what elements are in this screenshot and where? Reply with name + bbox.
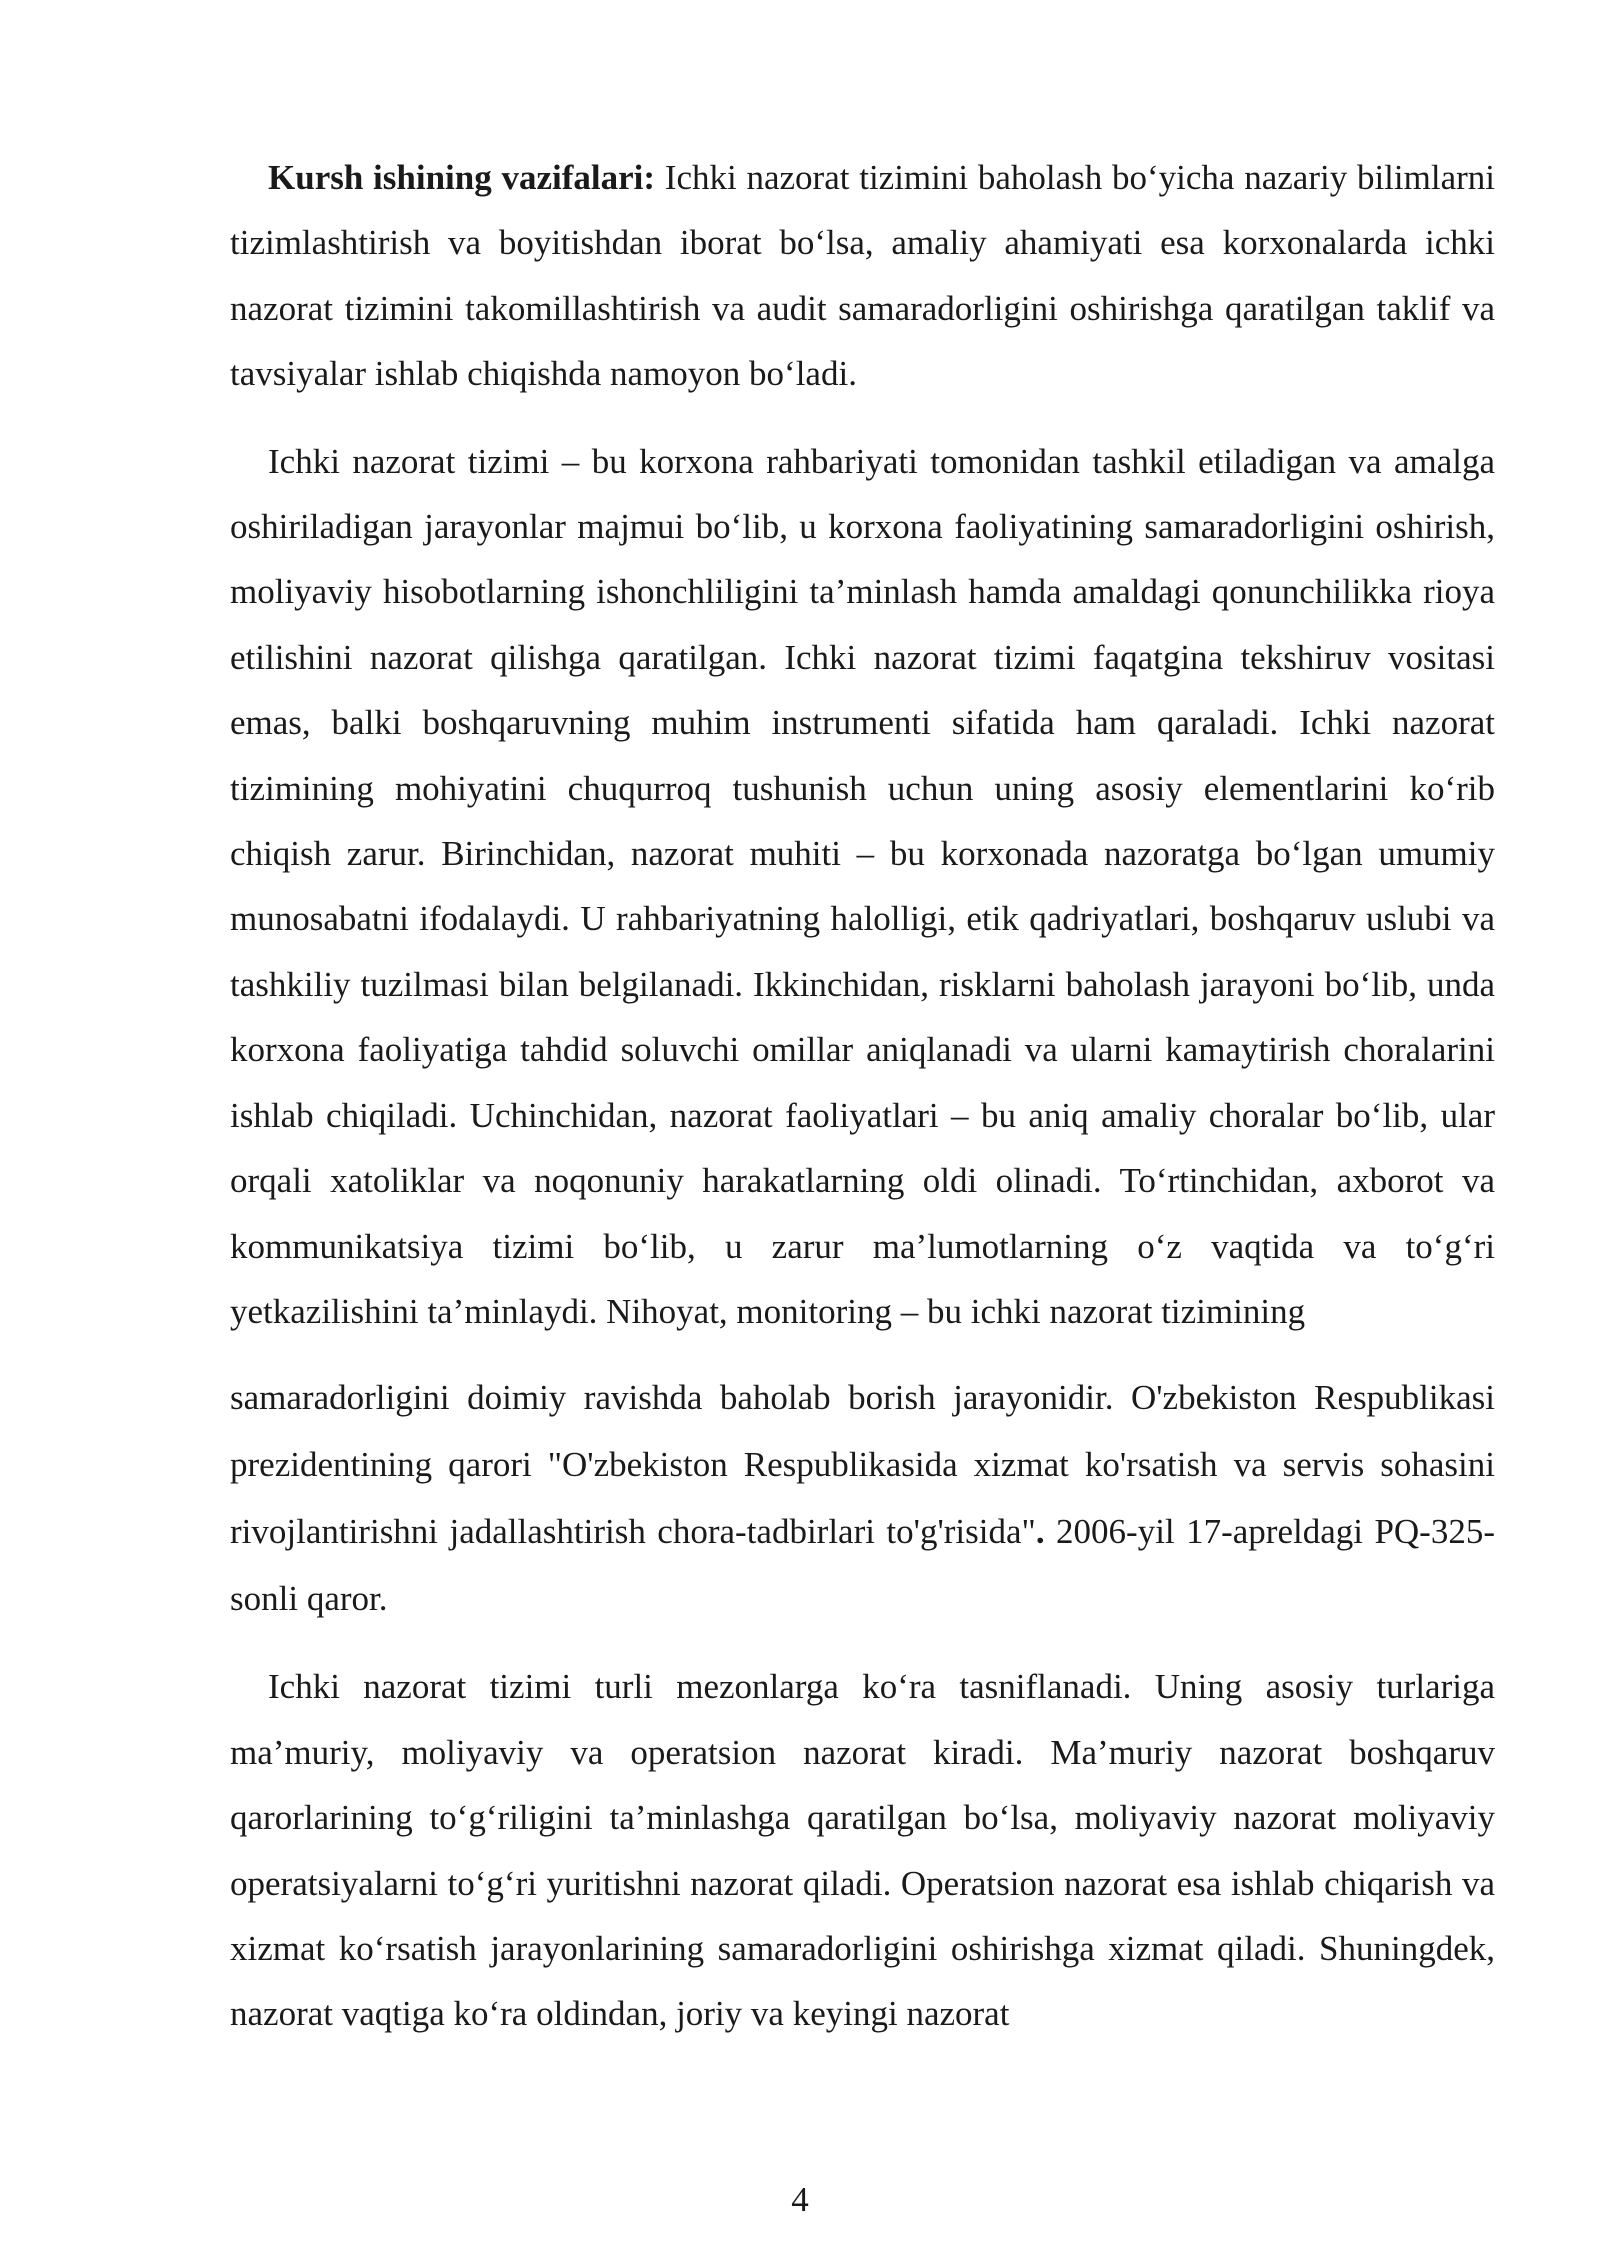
- decree-date-text: 2006-yil 17-apreldagi PQ-325-sonli qaror.: [230, 1512, 1495, 1619]
- classification-text: Ichki nazorat tizimi turli mezonlarga ko‘ra tasniflanadi. Uning asosiy turlariga ma’muriy, moliyaviy va operatsion nazorat kiradi. Ma’muriy nazorat boshqaruv qarorlarining to‘g‘riligini ta’minlashga qaratilgan bo‘lsa, moliyaviy nazorat moliyaviy operatsiyalarni to‘g‘ri yuritishni nazorat qiladi. Operatsion nazorat esa ishlab chiqarish va xizmat ko‘rsatish jarayonlarining samaradorligini oshirishga xizmat qiladi. Shuningdek, nazorat vaqtiga ko‘ra oldindan, joriy va keyingi nazorat: [230, 1667, 1495, 2034]
- decree-reference-text: samaradorligini doimiy ravishda baholab borish jarayonidir. O'zbekiston Respublikasi prezidentining qarori "O'zbekiston Respublikasida xizmat ko'rsatish va servis sohasini rivojlantirishni jadallashtirish chora-tadbirlari to'g'risida": [230, 1378, 1495, 1552]
- course-tasks-heading: Kursh ishining vazifalari:: [268, 158, 656, 197]
- paragraph-course-tasks: [230, 145, 1495, 407]
- document-page: [230, 145, 1495, 2047]
- paragraph-decree-reference: [230, 1364, 1495, 1632]
- course-tasks-text: Ichki nazorat tizimini baholash bo‘yicha nazariy bilimlarni tizimlashtirish va boyitishdan iborat bo‘lsa, amaliy ahamiyati esa korxonalarda ichki nazorat tizimini takomillashtirish va audit samaradorligini oshirishga qaratilgan taklif va tavsiyalar ishlab chiqishda namoyon bo‘ladi.: [230, 158, 1495, 394]
- page-number: 4: [791, 2180, 809, 2219]
- internal-control-definition-text: Ichki nazorat tizimi – bu korxona rahbariyati tomonidan tashkil etiladigan va amalga oshiriladigan jarayonlar majmui bo‘lib, u korxona faoliyatining samaradorligini oshirish, moliyaviy hisobotlarning ishonchliligini ta’minlash hamda amaldagi qonunchilikka rioya etilishini nazorat qilishga qaratilgan. Ichki nazorat tizimi faqatgina tekshiruv vositasi emas, balki boshqaruvning muhim instrumenti sifatida ham qaraladi. Ichki nazorat tizimining mohiyatini chuqurroq tushunish uchun uning asosiy elementlarini ko‘rib chiqish zarur. Birinchidan, nazorat muhiti – bu korxonada nazoratga bo‘lgan umumiy munosabatni ifodalaydi. U rahbariyatning halolligi, etik qadriyatlari, boshqaruv uslubi va tashkiliy tuzilmasi bilan belgilanadi. Ikkinchidan, risklarni baholash jarayoni bo‘lib, unda korxona faoliyatiga tahdid soluvchi omillar aniqlanadi va ularni kamaytirish choralarini ishlab chiqiladi. Uchinchidan, nazorat faoliyatlari – bu aniq amaliy choralar bo‘lib, ular orqali xatoliklar va noqonuniy harakatlarning oldi olinadi. To‘rtinchidan, axborot va kommunikatsiya tizimi bo‘lib, u zarur ma’lumotlarning o‘z vaqtida va to‘g‘ri yetkazilishini ta’minlaydi. Nihoyat, monitoring – bu ichki nazorat tizimining: [230, 441, 1495, 1331]
- decree-bold-period: .: [1035, 1512, 1045, 1552]
- paragraph-internal-control-definition: [230, 429, 1495, 1345]
- paragraph-classification: [230, 1654, 1495, 2046]
